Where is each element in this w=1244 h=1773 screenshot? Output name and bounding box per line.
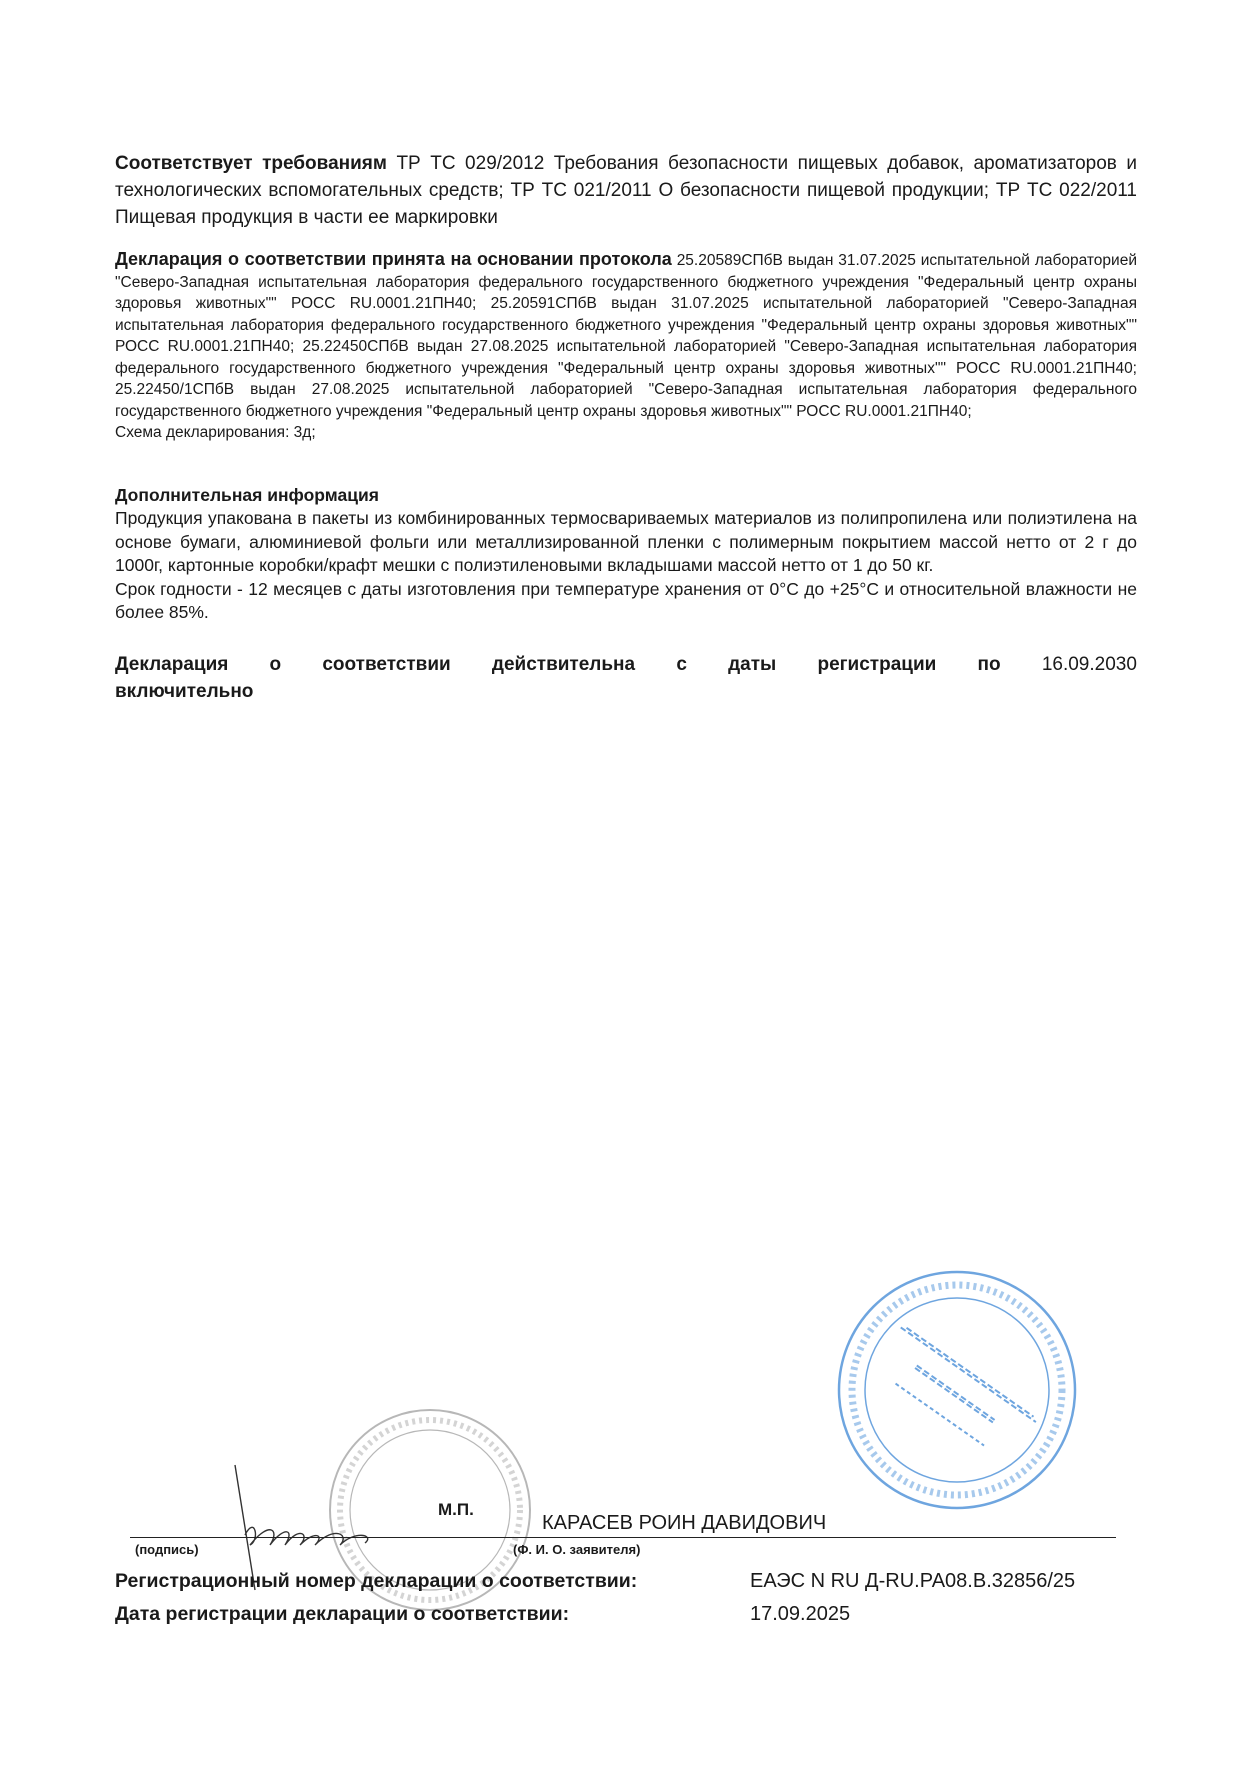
registration-number: ЕАЭС N RU Д-RU.РА08.В.32856/25 [750, 1570, 1076, 1592]
validity-word: соответствии [322, 653, 451, 675]
registration-date: 17.09.2025 [750, 1603, 851, 1625]
signature-line [130, 1537, 1116, 1538]
validity-word: с [676, 653, 687, 675]
validity-word: Декларация [115, 653, 229, 675]
validity-word: даты [728, 653, 777, 675]
additional-heading: Дополнительная информация [115, 484, 379, 505]
name-caption: (Ф. И. О. заявителя) [513, 1542, 641, 1557]
shelf-life-text: Срок годности - 12 месяцев с даты изготовления при температуре хранения от 0°C до +25°C и относительной влажности не более 85%. [115, 578, 1137, 622]
validity-word: действительна [491, 653, 636, 675]
scheme-text: Схема декларирования: 3д; [115, 424, 316, 441]
compliance-paragraph [115, 150, 1137, 231]
compliance-label: Соответствует требованиям [115, 153, 387, 174]
validity-word: регистрации [817, 653, 937, 675]
validity-suffix: включительно [115, 680, 254, 702]
stamp-place-label: М.П. [438, 1500, 474, 1519]
basis-text: 25.20589СПбВ выдан 31.07.2025 испытательной лабораторией "Северо-Западная испытательная лаборатория федерального государственного бюджетного учреждения "Федеральный центр охраны здоровья животных"" РОСС RU.0001.21ПН40; 25.20591СПбВ выдан 31.07.2025 испытательной лабораторией "Северо-Западная испытательная лаборатория федерального государственного бюджетного учреждения "Федеральный центр охраны здоровья животных"" РОСС RU.0001.21ПН40; 25.22450СПбВ выдан 27.08.2025 испытательной лабораторией "Северо-Западная испытательная лаборатория федерального государственного бюджетного учреждения "Федеральный центр охраны здоровья животных"" РОСС RU.0001.21ПН40; 25.22450/1СПбВ выдан 27.08.2025 испытательной лабораторией "Северо-Западная испытательная лаборатория федерального государственного бюджетного учреждения "Федеральный центр охраны здоровья животных"" РОСС RU.0001.21ПН40; [115, 252, 1137, 420]
additional-info [115, 484, 1137, 625]
basis-paragraph [115, 249, 1137, 444]
signature-caption: (подпись) [135, 1542, 199, 1557]
validity-paragraph [115, 651, 1137, 705]
validity-date: 16.09.2030 [1041, 653, 1137, 675]
registration-date-label: Дата регистрации декларации о соответствии: [115, 1603, 570, 1625]
applicant-name: КАРАСЕВ РОИН ДАВИДОВИЧ [542, 1512, 827, 1534]
registration-number-label: Регистрационный номер декларации о соответствии: [115, 1570, 638, 1592]
packaging-text: Продукция упакована в пакеты из комбинированных термосвариваемых материалов из полипропилена или полиэтилена на основе бумаги, алюминиевой фольги или металлизированной пленки с полимерным покрытием массой нетто от 2 г до 1000г, картонные коробки/крафт мешки с полиэтиленовыми вкладышами массой нетто от 1 до 50 кг. [115, 508, 1137, 575]
blue-company-stamp [835, 1268, 1080, 1513]
document-body [115, 150, 1137, 705]
validity-word: по [977, 653, 1001, 675]
basis-label: Декларация о соответствии принята на основании протокола [115, 249, 672, 269]
compliance-text: ТР ТС 029/2012 Требования безопасности пищевых добавок, ароматизаторов и технологических вспомогательных средств; ТР ТС 021/2011 О безопасности пищевой продукции; ТР ТС 022/2011 Пищевая продукция в части ее маркировки [115, 153, 1137, 228]
validity-word: о [269, 653, 282, 675]
